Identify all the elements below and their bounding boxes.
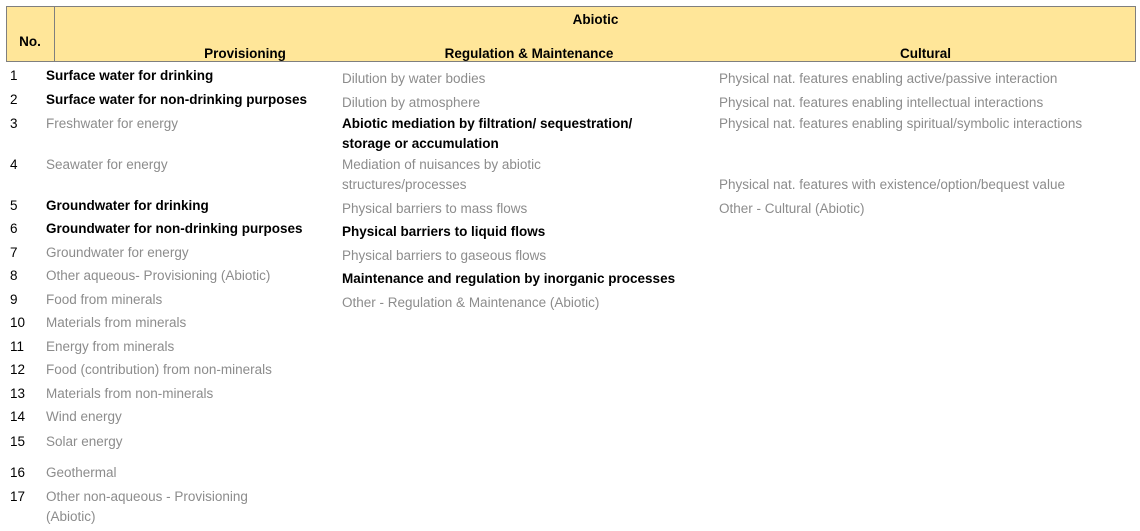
regulation-cell: Physical barriers to mass flows	[342, 201, 528, 216]
provisioning-cell: Groundwater for energy	[46, 245, 189, 260]
row-number: 16	[10, 465, 26, 480]
provisioning-cell: Surface water for drinking	[46, 68, 214, 83]
regulation-cell: Abiotic mediation by filtration/ sequestration/ storage or accumulation	[342, 116, 633, 151]
row-number: 1	[10, 68, 18, 83]
row-number: 9	[10, 292, 18, 307]
row-number: 4	[10, 157, 18, 172]
provisioning-cell: Materials from non-minerals	[46, 386, 214, 401]
no-column-header: No.	[19, 34, 41, 49]
regulation-cell: Dilution by atmosphere	[342, 95, 481, 110]
regulation-cell: Mediation of nuisances by abiotic structures/processes	[342, 157, 541, 192]
row-number: 17	[10, 489, 26, 504]
cultural-cell: Physical nat. features enabling spiritual/symbolic interactions	[719, 116, 1083, 131]
cultural-cell: Physical nat. features enabling intellectual interactions	[719, 95, 1044, 110]
abiotic-group-header: Abiotic	[572, 12, 619, 27]
provisioning-cell: Surface water for non-drinking purposes	[46, 92, 308, 107]
row-number: 6	[10, 221, 18, 236]
provisioning-cell: Other non-aqueous - Provisioning (Abiotic)	[46, 489, 248, 524]
cultural-cell: Physical nat. features with existence/option/bequest value	[719, 177, 1065, 192]
row-number: 14	[10, 409, 26, 424]
provisioning-cell: Seawater for energy	[46, 157, 168, 172]
provisioning-cell: Wind energy	[46, 409, 122, 424]
provisioning-cell: Energy from minerals	[46, 339, 175, 354]
regulation-cell: Maintenance and regulation by inorganic processes	[342, 271, 676, 286]
provisioning-cell: Geothermal	[46, 465, 117, 480]
table-header	[6, 6, 1136, 62]
row-number: 10	[10, 315, 26, 330]
provisioning-column-header: Provisioning	[204, 46, 286, 61]
cultural-cell: Other - Cultural (Abiotic)	[719, 201, 865, 216]
row-number: 8	[10, 268, 18, 283]
provisioning-cell: Solar energy	[46, 434, 123, 449]
provisioning-cell: Food (contribution) from non-minerals	[46, 362, 272, 377]
provisioning-cell: Groundwater for drinking	[46, 198, 209, 213]
regulation-cell: Dilution by water bodies	[342, 71, 486, 86]
provisioning-cell: Food from minerals	[46, 292, 163, 307]
provisioning-cell: Groundwater for non-drinking purposes	[46, 221, 303, 236]
row-number: 2	[10, 92, 18, 107]
regulation-cell: Other - Regulation & Maintenance (Abiotic)	[342, 295, 600, 310]
row-number: 7	[10, 245, 18, 260]
row-number: 5	[10, 198, 18, 213]
cultural-column-header: Cultural	[899, 46, 951, 61]
cultural-cell: Physical nat. features enabling active/passive interaction	[719, 71, 1058, 86]
row-number: 11	[10, 339, 25, 354]
provisioning-cell: Other aqueous- Provisioning (Abiotic)	[46, 268, 271, 283]
regulation-cell: Physical barriers to liquid flows	[342, 224, 546, 239]
row-number: 15	[10, 434, 26, 449]
row-number: 13	[10, 386, 26, 401]
provisioning-cell: Freshwater for energy	[46, 116, 179, 131]
regulation-column-header: Regulation & Maintenance	[444, 46, 614, 61]
row-number: 3	[10, 116, 18, 131]
provisioning-cell: Materials from minerals	[46, 315, 187, 330]
row-number: 12	[10, 362, 26, 377]
regulation-cell: Physical barriers to gaseous flows	[342, 248, 547, 263]
